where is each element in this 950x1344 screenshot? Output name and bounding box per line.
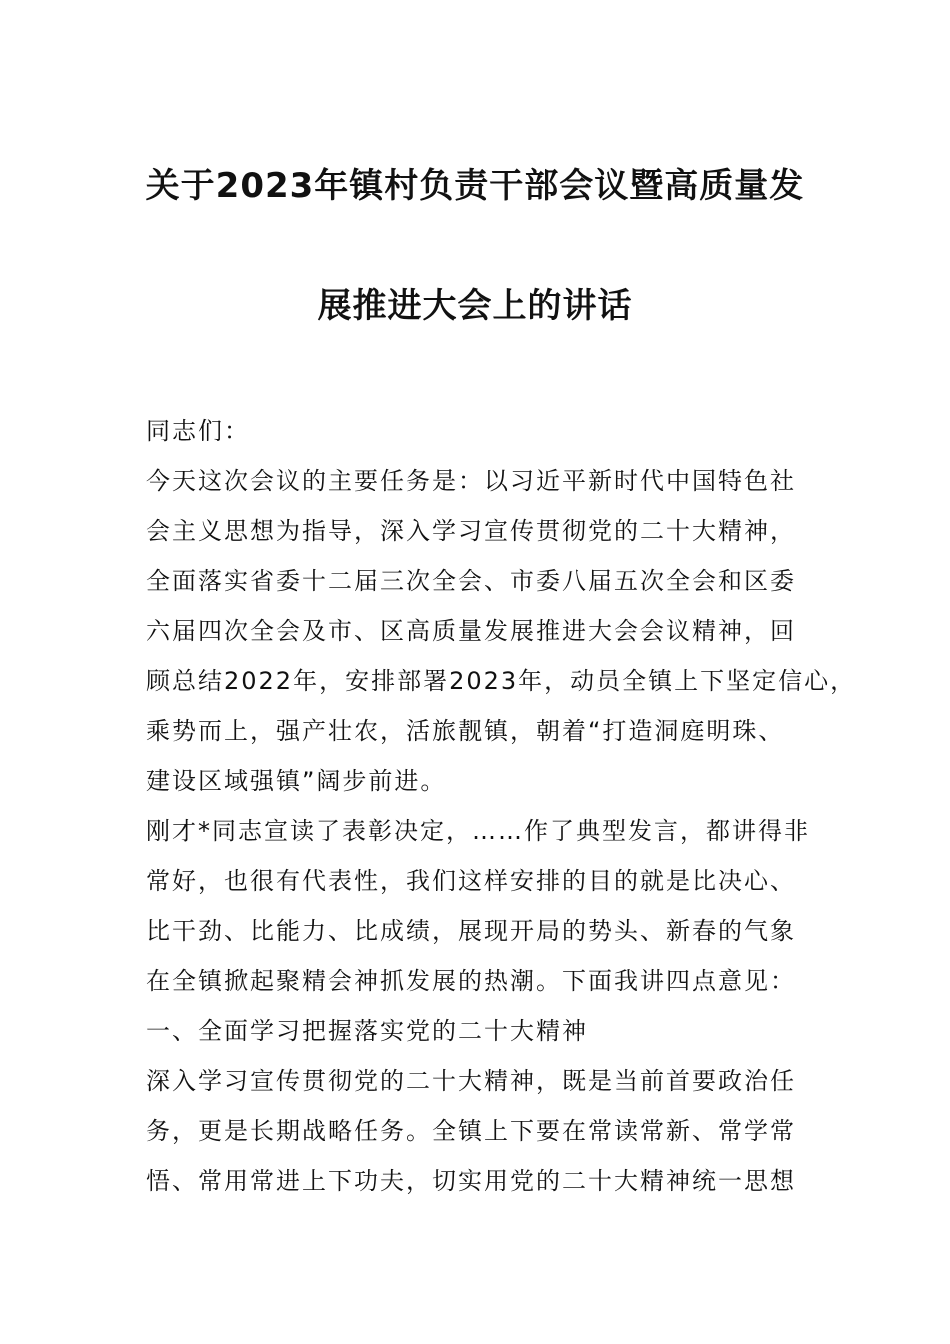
paragraph-line: 在全镇掀起聚精会神抓发展的热潮。下面我讲四点意见： <box>146 967 796 995</box>
paragraph-line: 常好，也很有代表性，我们这样安排的目的就是比决心、 <box>146 867 796 895</box>
paragraph-line: 会主义思想为指导，深入学习宣传贯彻党的二十大精神， <box>146 517 796 545</box>
paragraph-line: 刚才*同志宣读了表彰决定，……作了典型发言，都讲得非 <box>146 817 810 845</box>
paragraph-line: 六届四次全会及市、区高质量发展推进大会会议精神，回 <box>146 617 796 645</box>
salutation: 同志们： <box>146 417 250 445</box>
paragraph-line: 比干劲、比能力、比成绩，展现开局的势头、新春的气象 <box>146 917 796 945</box>
document-body <box>146 406 857 1206</box>
paragraph-line: 悟、常用常进上下功夫，切实用党的二十大精神统一思想 <box>146 1167 796 1195</box>
paragraph-line: 顾总结2022年，安排部署2023年，动员全镇上下坚定信心， <box>146 667 857 695</box>
document-title-line-2: 展推进大会上的讲话 <box>317 286 633 326</box>
document-title-line-1: 关于2023年镇村负责干部会议暨高质量发 <box>145 166 805 206</box>
section-heading: 一、全面学习把握落实党的二十大精神 <box>146 1017 588 1045</box>
paragraph-line: 深入学习宣传贯彻党的二十大精神，既是当前首要政治任 <box>146 1067 796 1095</box>
paragraph-line: 全面落实省委十二届三次全会、市委八届五次全会和区委 <box>146 567 796 595</box>
paragraph-line: 乘势而上，强产壮农，活旅靓镇，朝着“打造洞庭明珠、 <box>146 717 785 745</box>
paragraph-line: 今天这次会议的主要任务是：以习近平新时代中国特色社 <box>146 467 796 495</box>
paragraph-line: 建设区域强镇”阔步前进。 <box>146 767 447 795</box>
paragraph-line: 务，更是长期战略任务。全镇上下要在常读常新、常学常 <box>146 1117 796 1145</box>
